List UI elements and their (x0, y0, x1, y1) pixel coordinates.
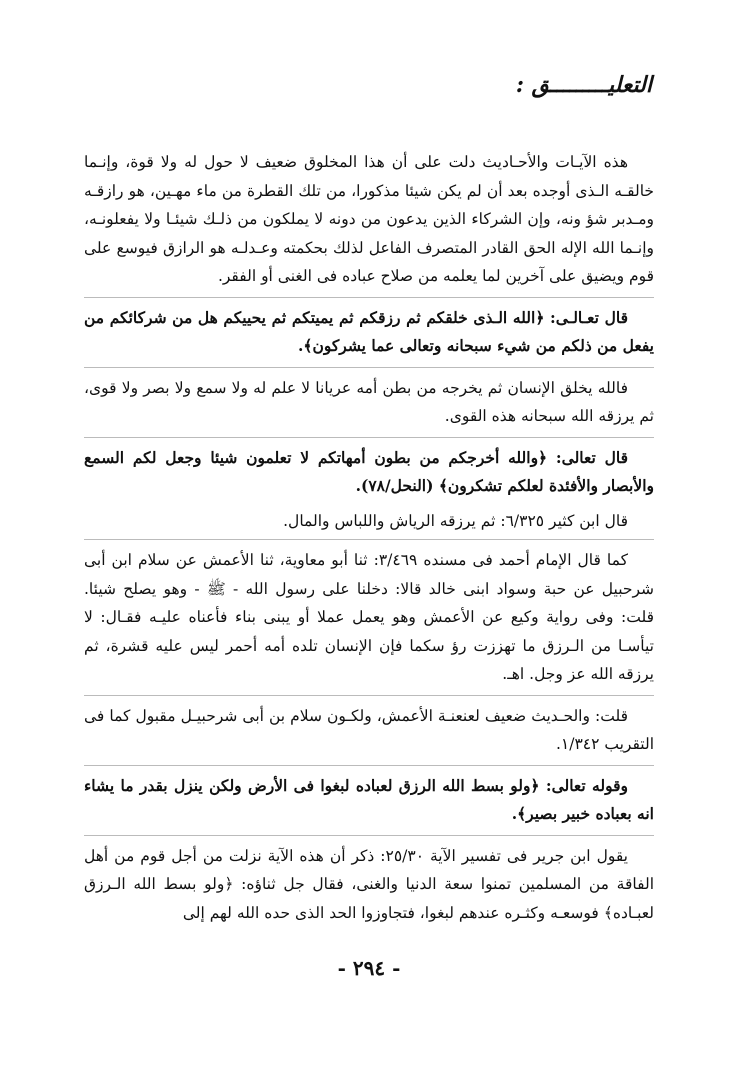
page-number: - ٢٩٤ - (337, 956, 401, 980)
paragraph-hadith: كما قال الإمام أحمد فى مسنده ٣/٤٦٩: ثنا أبو معاوية، ثنا الأعمش عن سلام ابن أبى شرحبيل عن حبة وسواد ابنى خالد قالا: دخلنا على رسول الله - ﷺ - وهو يصلح شيئا. قلت: وفى رواية وكيع عن الأعمش وهو يعمل عملا أو يبنى بناء فأعناه عليـه فقـال: لا تيأسـا من الـرزق ما تهززت رؤ سكما فإن الإنسان تلده أمه أحمر ليس عليه قشرة، ثم يرزقه الله عز وجل. اهـ. (84, 551, 654, 683)
divider (84, 539, 654, 540)
divider (84, 367, 654, 368)
paragraph-ibn-jarir: يقول ابن جرير فى تفسير الآية ٢٥/٣٠: ذكر أن هذه الآية نزلت من أجل قوم من أهل الفاقة من المسلمين تمنوا سعة الدنيا والغنى، فقال جل ثناؤه: ﴿ولو بسط الله الـرزق لعبـاده﴾ فوسعـه وكثـره عندهم لبغوا، فتجاوزوا الحد الذى حده الله لهم إلى (84, 846, 654, 922)
body-text (84, 148, 654, 933)
divider (84, 695, 654, 696)
paragraph-verse-nahl: قال تعالى: ﴿والله أخرجكم من بطون أمهاتكم لا تعلمون شيئا وجعل لكم السمع والأبصار والأفئدة لعلكم تشكرون﴾ (النحل/٧٨). (84, 447, 654, 495)
paragraph-commentary: فالله يخلق الإنسان ثم يخرجه من بطن أمه عريانا لا علم له ولا سمع ولا بصر ولا قوى، ثم يرزقه الله سبحانه هذه القوى. (84, 378, 654, 425)
paragraph-verse-shura: وقوله تعالى: ﴿ولو بسط الله الرزق لعباده لبغوا فى الأرض ولكن ينزل بقدر ما يشاء انه بعباده خبير بصير﴾. (84, 775, 654, 823)
paragraph-ibn-kathir: قال ابن كثير ٦/٣٢٥: ثم يرزقه الرياش واللباس والمال. (283, 511, 628, 530)
divider (84, 297, 654, 298)
paragraph-intro: هذه الآيـات والأحـاديث دلت على أن هذا المخلوق ضعيف لا حول له ولا قوة، وإنـما خالقـه الـذى أوجده بعد أن لم يكن شيئا مذكورا، من تلك القطرة من ماء مهـين، هو رازقـه ومـدبر شؤ ونه، وإن الشركاء الذين يدعون من دونه لا يملكون من ذلـك شيئـا ولا يفعلونـه، وإنـما الله الإله الحق القادر المتصرف الفاعل لذلك بحكمته وعـدلـه هو الرازق فيوسع على قوم ويضيق على آخرين لما يعلمه من صلاح عباده فى الغنى أو الفقر. (84, 153, 654, 285)
divider (84, 765, 654, 766)
divider (84, 437, 654, 438)
section-heading: التعليـــــــــق : (515, 72, 652, 98)
divider (84, 835, 654, 836)
paragraph-grading: قلت: والحـديث ضعيف لعنعنـة الأعمش، ولكـون سلام بن أبى شرحبيـل مقبول كما فى التقريب ١/٣٤٢. (84, 706, 654, 753)
paragraph-verse-rum: قال تعـالـى: ﴿الله الـذى خلقكم ثم رزقكم ثم يميتكم ثم يحييكم هل من شركائكم من يفعل من ذلكم من شيء سبحانه وتعالى عما يشركون﴾. (84, 307, 654, 355)
